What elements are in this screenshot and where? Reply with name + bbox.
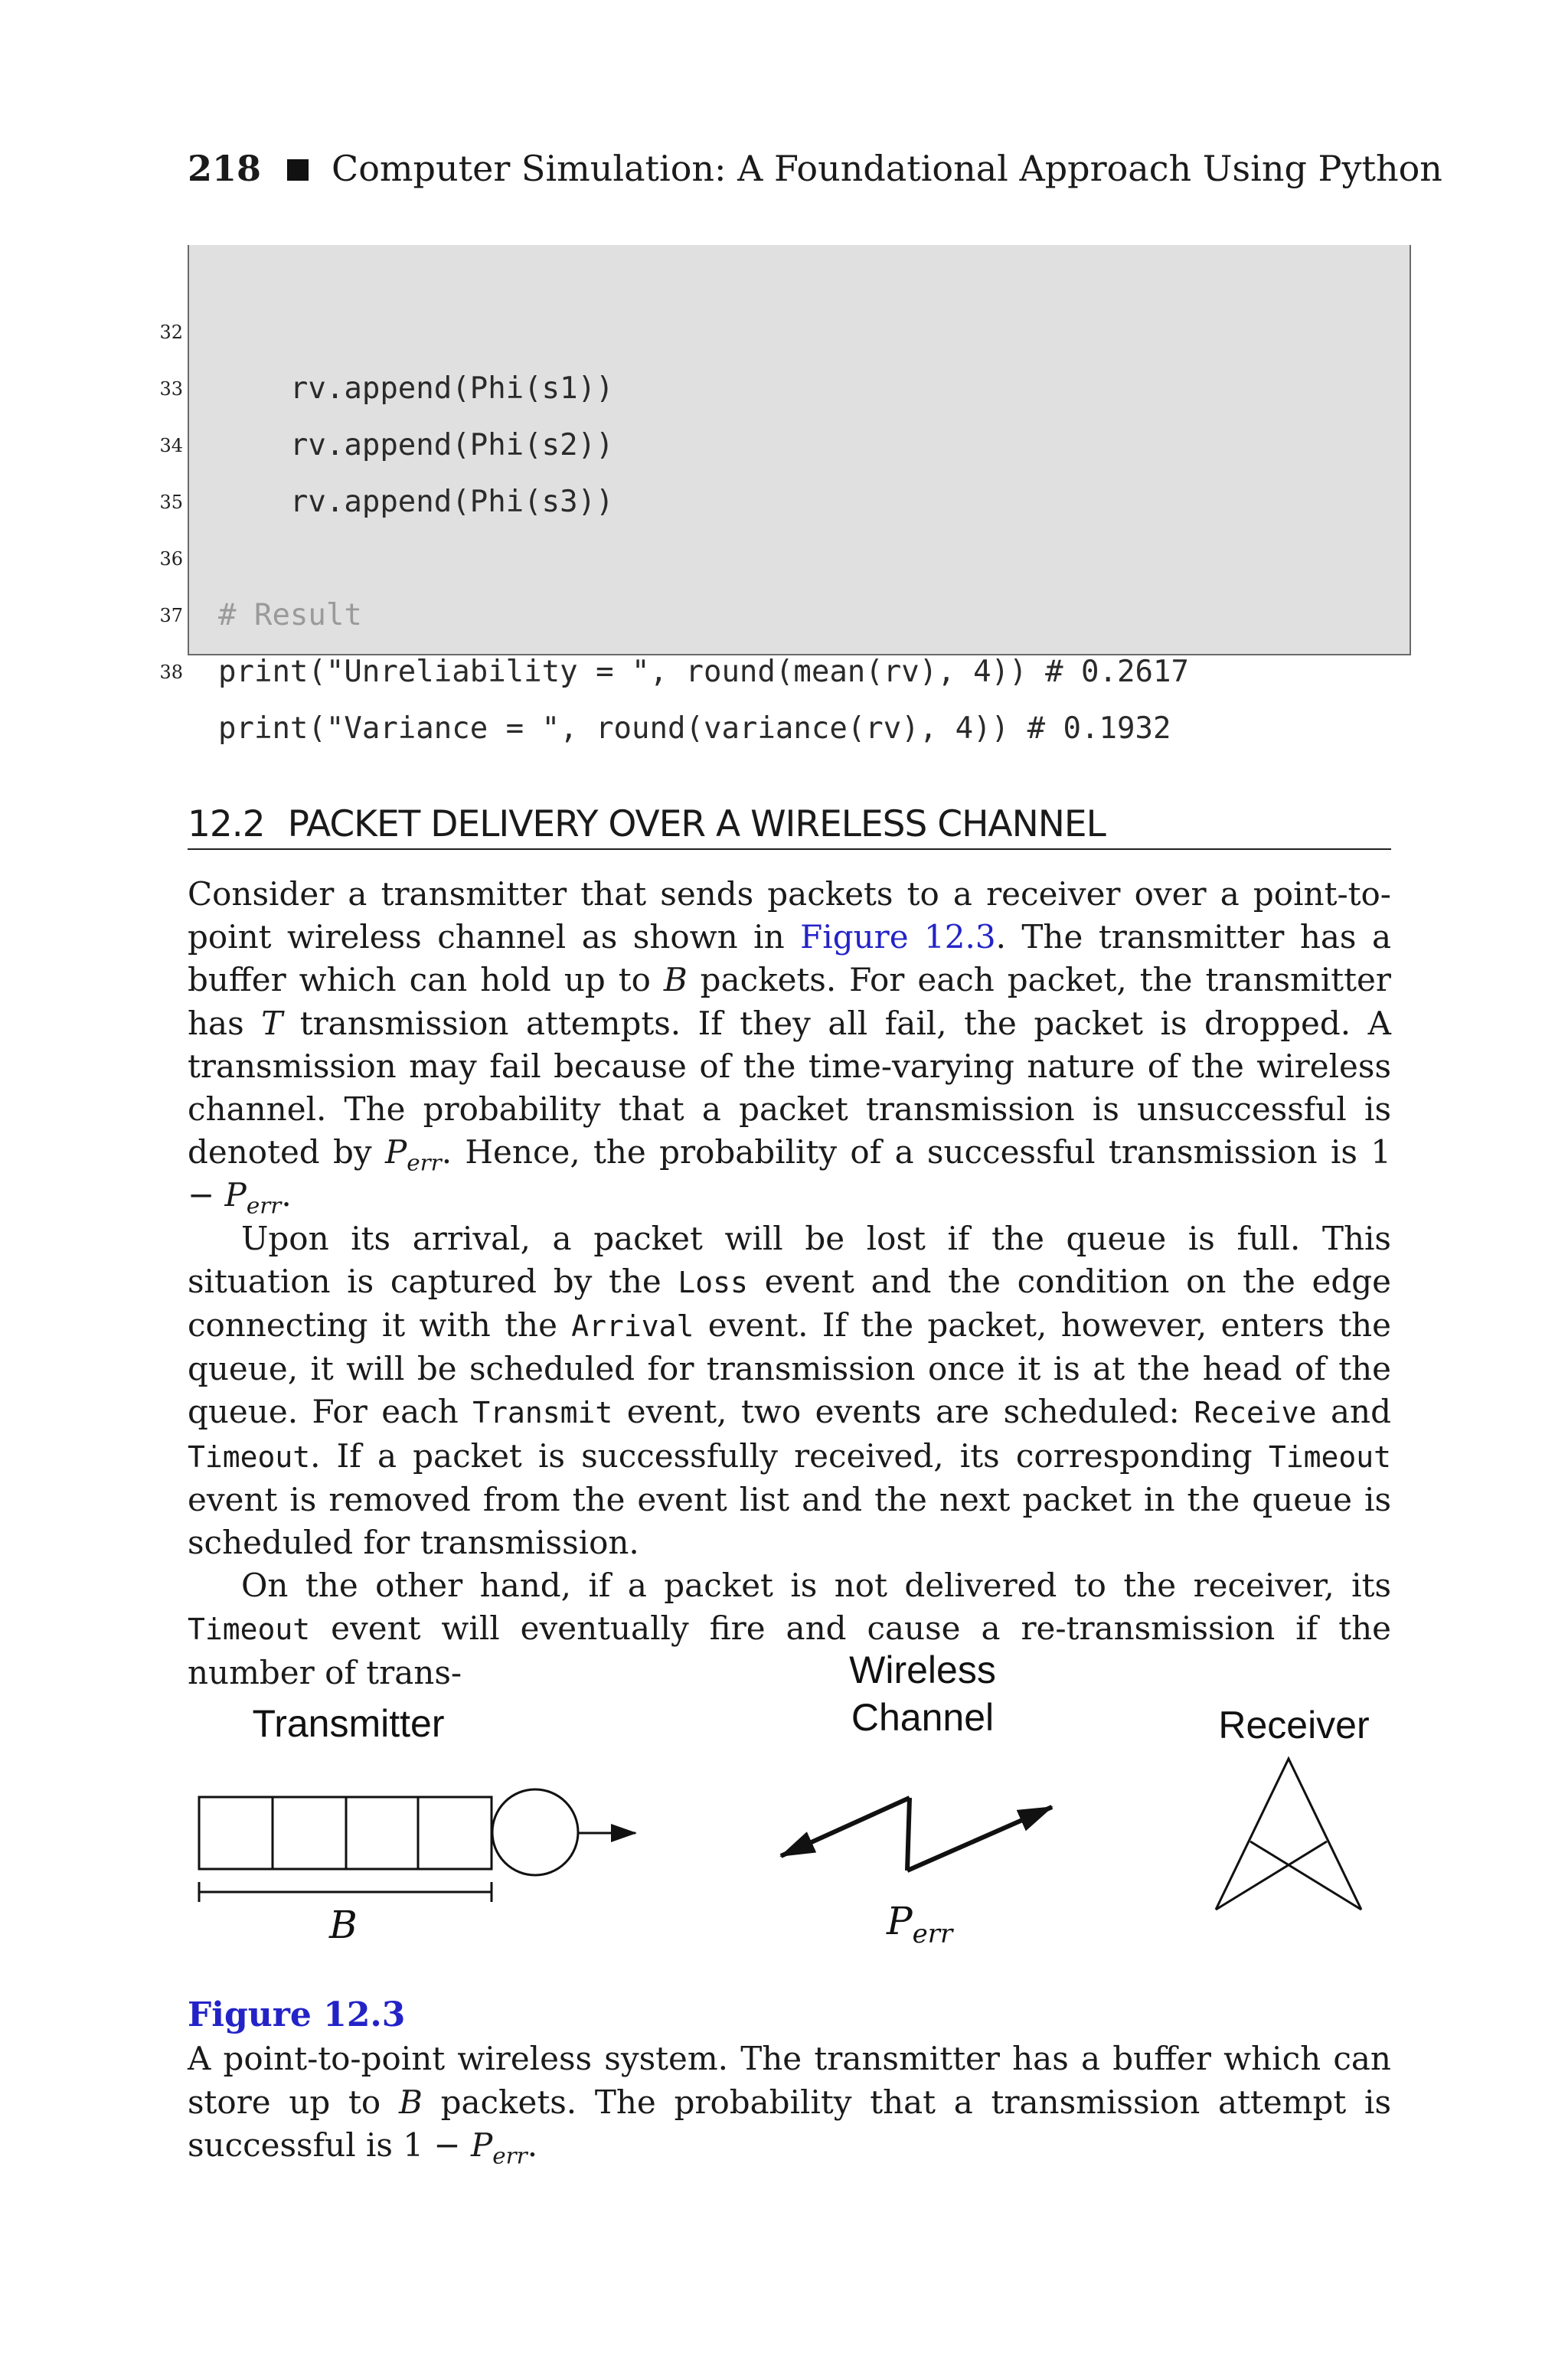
line-number: 34 [159,435,183,456]
buffer-size-bracket [199,1882,492,1902]
receiver-antenna-icon [1216,1759,1361,1910]
line-number: 33 [159,378,183,400]
figure-caption-title: Figure 12.3 [188,1995,406,2034]
inline-code: Timeout [1268,1439,1391,1474]
header-square-icon [287,159,309,181]
line-number: 37 [159,605,183,626]
wireless-channel-icon [781,1798,1052,1871]
code-listing [159,245,1411,746]
error-probability-label: $P_{err}$ [887,1899,953,1949]
buffer-queue [199,1797,492,1869]
body-text [188,873,1391,1694]
line-number: 35 [159,492,183,513]
code-text: rv.append(Phi(s1)) [218,371,614,406]
line-number: 38 [159,662,183,683]
figure-diagram [0,1623,1568,1960]
paragraph: On the other hand, if a packet is not delivered to the receiver, its Timeout event will eventually fire and cause a re-transmission if the number of trans- [188,1567,1391,1691]
code-text: # Result [218,598,362,632]
section-title: PACKET DELIVERY OVER A WIRELESS CHANNEL [287,803,1106,845]
transmitter-label: Transmitter [252,1702,445,1745]
inline-code: Arrival [571,1309,694,1344]
inline-code: Timeout [188,1439,311,1474]
inline-code: Transmit [472,1396,613,1430]
inline-code: Receive [1194,1396,1317,1430]
receiver-label: Receiver [1218,1704,1370,1747]
figure-caption-text: A point-to-point wireless system. The transmitter has a buffer which can store up to B packets. The probability that a transmission attempt is successful is $1 - P_{err}$. [188,2040,1391,2169]
book-title: Computer Simulation: A Foundational Approach Using Python [332,148,1442,189]
code-text: rv.append(Phi(s3)) [218,485,614,519]
code-text: rv.append(Phi(s2)) [218,428,614,462]
section-number: 12.2 [188,803,265,845]
buffer-size-label: B [329,1903,358,1947]
line-number: 32 [159,322,183,343]
inline-code: Loss [678,1265,748,1299]
section-heading [188,801,1391,850]
channel-label: Wireless Channel [849,1648,996,1739]
inline-code: Timeout [188,1613,311,1647]
code-text: print("Variance = ", round(variance(rv), 4)) # 0.1932 [218,711,1171,746]
page-number: 218 [188,148,262,189]
server-circle [492,1789,578,1875]
page-header [188,145,1442,191]
figure-12-3 [0,1623,1568,1960]
line-number: 36 [159,548,183,570]
code-text: print("Unreliability = ", round(mean(rv), 4)) # 0.2617 [218,655,1189,689]
paragraph: Upon its arrival, a packet will be lost if the queue is full. This situation is captured by the Loss event and the condition on the edge connecting it with the Arrival event. If the packet, however, enters the queue, it will be scheduled for transmission once it is at the head of the queue. For each Transmit event, two events are scheduled: Receive and Timeout. If a packet is successfully received, its corresponding Timeout event is removed from the event list and the next packet in the queue is scheduled for transmission. [188,1219,1391,1562]
paragraph: Consider a transmitter that sends packets to a receiver over a point-to-point wireless channel as shown in Figure 12.3. The transmitter has a buffer which can hold up to B packets. For each packet, the transmitter has T transmission attempts. If they all fail, the packet is dropped. A transmission may fail because of the time-varying nature of the wireless channel. The probability that a packet transmission is unsuccessful is denoted by $P_{err}$. Hence, the probability of a successful transmission is $1 - P_{err}$. [188,875,1392,1219]
figure-link[interactable]: Figure 12.3 [800,918,996,956]
